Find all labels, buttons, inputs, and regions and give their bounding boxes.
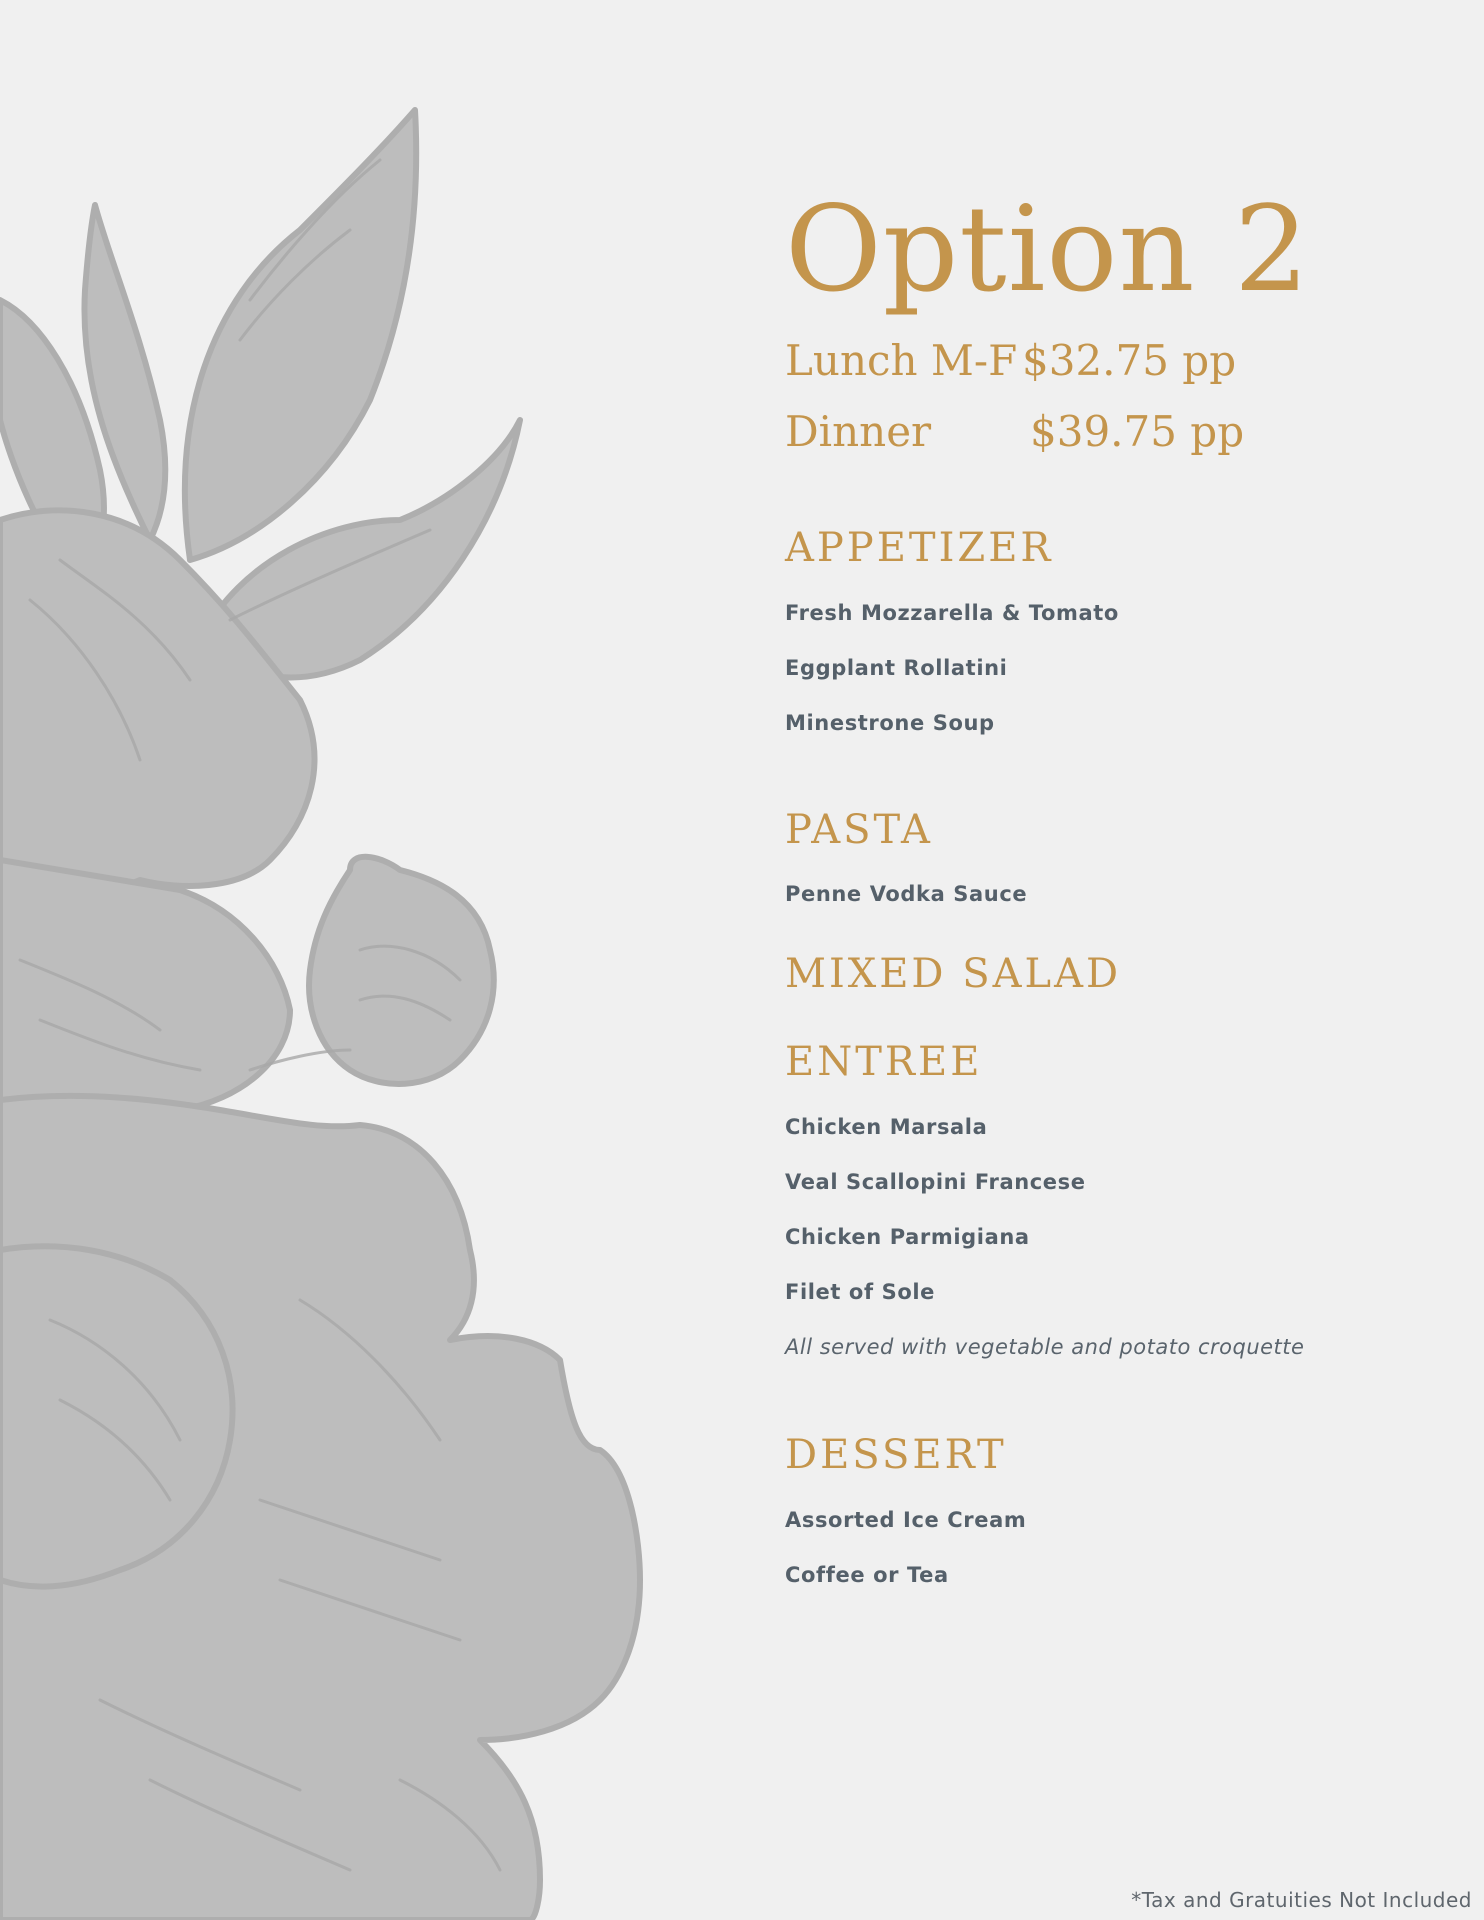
section-heading-dessert: DESSERT	[785, 1432, 1007, 1478]
menu-item: Eggplant Rollatini	[785, 656, 1008, 680]
menu-item: Chicken Marsala	[785, 1115, 988, 1139]
section-heading-appetizer: APPETIZER	[785, 525, 1054, 571]
section-heading-pasta: PASTA	[785, 807, 933, 853]
price-row-dinner	[785, 407, 1245, 456]
menu-item: Veal Scallopini Francese	[785, 1170, 1086, 1194]
entree-note: All served with vegetable and potato croquette	[785, 1335, 1305, 1359]
section-heading-salad: MIXED SALAD	[785, 951, 1122, 997]
menu-item: Penne Vodka Sauce	[785, 882, 1028, 906]
menu-item: Assorted Ice Cream	[785, 1508, 1027, 1532]
menu-item: Minestrone Soup	[785, 711, 995, 735]
menu-title: Option 2	[785, 180, 1311, 318]
section-heading-entree: ENTREE	[785, 1039, 983, 1085]
price-label: Lunch M-F	[785, 336, 1018, 385]
menu-item: Coffee or Tea	[785, 1563, 949, 1587]
menu-item: Filet of Sole	[785, 1280, 936, 1304]
price-amount: $32.75 pp	[1022, 336, 1237, 385]
menu-item: Chicken Parmigiana	[785, 1225, 1030, 1249]
leaf-shape	[185, 110, 416, 560]
floral-illustration	[0, 0, 660, 1920]
price-label: Dinner	[785, 407, 932, 456]
tax-disclaimer: *Tax and Gratuities Not Included	[1131, 1888, 1472, 1912]
price-amount: $39.75 pp	[1030, 407, 1245, 456]
menu-item: Fresh Mozzarella & Tomato	[785, 601, 1119, 625]
price-row-lunch	[785, 336, 1237, 385]
